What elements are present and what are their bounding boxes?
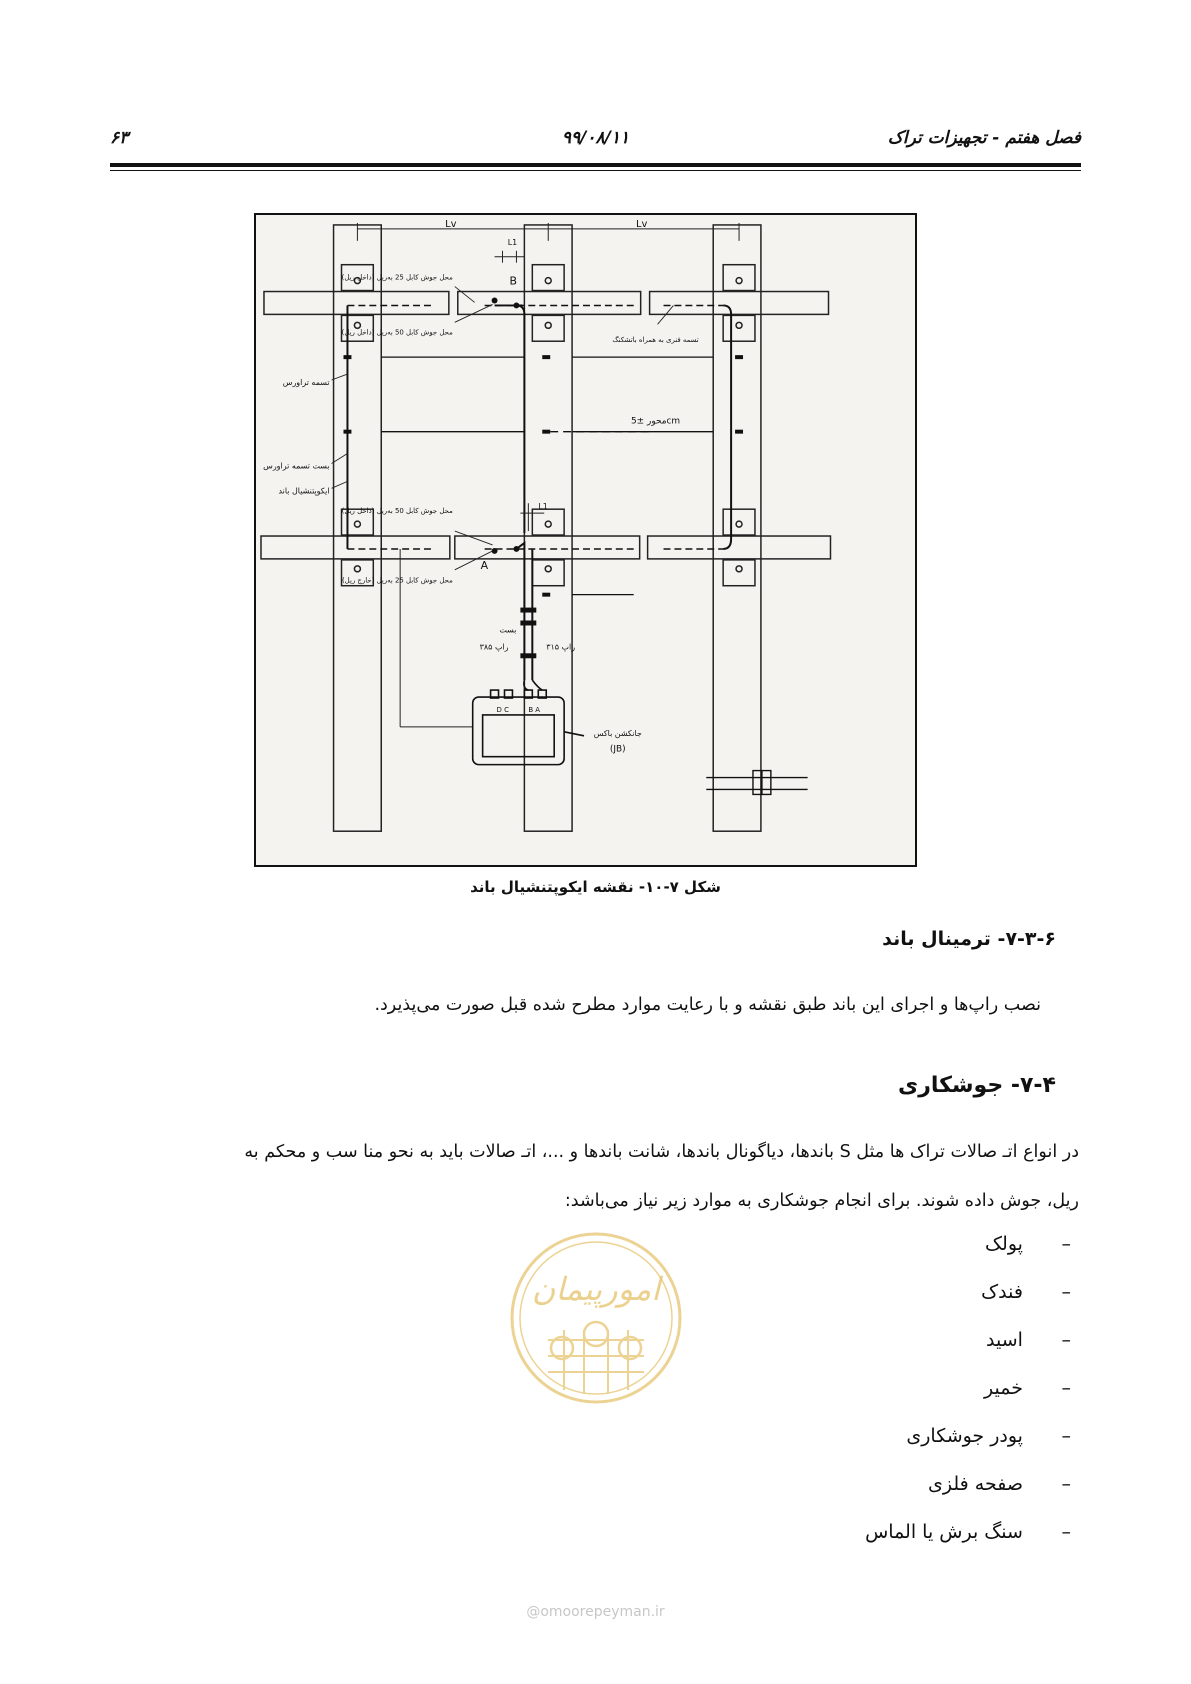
sleeper-bottom-1 <box>261 536 450 559</box>
sleeper-bottom-3 <box>648 536 831 559</box>
seal-text: امورپیمان <box>531 1270 661 1308</box>
spring-strap-label: تسمه فنری به همراه باتشکنگ <box>612 336 699 345</box>
header-date: ۹۹/۰۸/۱۱ <box>561 128 630 148</box>
clamp-label: بست <box>499 625 517 635</box>
list-item <box>865 1268 1071 1316</box>
jb-terminals-right: B A <box>528 705 541 714</box>
figure-caption: شکل ۷-۱۰- نقشه ایکوپتنشیال باند <box>470 878 721 896</box>
section-663-title: ۷-۳-۶- ترمینال باند <box>882 928 1056 950</box>
list-item <box>865 1220 1071 1268</box>
junction-box-code: (JB) <box>609 744 626 755</box>
list-item <box>865 1364 1071 1412</box>
rap-315-label: راپ ۳۱۵ <box>546 642 576 652</box>
list-item <box>865 1460 1071 1508</box>
sleeper-top-1 <box>264 292 449 315</box>
sleeper-top-2 <box>458 292 641 315</box>
l1-mid-label: L1 <box>538 502 548 512</box>
axis-5cm-label: محور ±5cm <box>630 416 681 427</box>
list-item <box>865 1412 1071 1460</box>
l1-top-label: L1 <box>507 237 518 247</box>
jb-terminals-left: D C <box>496 705 509 714</box>
junction-box <box>473 697 564 765</box>
equipotential-bond-diagram <box>254 213 917 867</box>
list-item-label: پولک <box>985 1233 1023 1255</box>
list-item-label: خمیر <box>984 1377 1023 1399</box>
page-header <box>110 128 1081 158</box>
list-dash: – <box>1061 1281 1071 1303</box>
lv-left-label: Lv <box>445 218 457 230</box>
section-74-title: ۷-۴- جوشکاری <box>898 1073 1056 1098</box>
weld-25-inner-top-label: محل جوش کابل 25 به‌ریل (داخل ریل) <box>341 273 453 282</box>
section-663-body: نصب راپ‌ها و اجرای این باند طبق نقشه و با رعایت موارد مطرح شده قبل صورت می‌پذیرد. <box>374 995 1041 1015</box>
list-dash: – <box>1061 1473 1071 1495</box>
lv-right-label: Lv <box>635 218 648 230</box>
header-rule-thin <box>110 170 1081 171</box>
point-b-label: B <box>509 274 517 288</box>
chapter-title: فصل هفتم - تجهیزات تراک <box>887 128 1081 148</box>
list-dash: – <box>1061 1377 1071 1399</box>
weld-50-inner-bottom-label: محل جوش کابل 50 به‌ریل (داخل ریل) <box>341 507 453 516</box>
rap-385-label: راپ ۳۸۵ <box>479 642 509 652</box>
list-item-label: فندک <box>981 1281 1023 1303</box>
list-item-label: صفحه فلزی <box>927 1473 1023 1495</box>
list-item-label: اسید <box>986 1329 1023 1351</box>
sleeper-clamp-label: بست تسمه تراورس <box>263 461 330 471</box>
list-dash: – <box>1061 1521 1071 1543</box>
header-rule-thick <box>110 163 1081 167</box>
point-a-label: A <box>480 558 489 572</box>
sleeper-top-3 <box>650 292 829 315</box>
weld-50-inner-top-label: محل جوش کابل 50 به‌ریل (داخل ریل) <box>341 328 453 337</box>
welding-requirements-list <box>865 1220 1071 1556</box>
list-dash: – <box>1061 1425 1071 1447</box>
list-dash: – <box>1061 1329 1071 1351</box>
page-number: ۶۳ <box>110 128 129 148</box>
section-74-body-line1: در انواع اتـ صالات تراک ها مثل S باندها، دیاگونال باندها، شانت باندها و ...، اتـ صالات باید به نحو منا سب و محکم به <box>244 1142 1079 1162</box>
list-item <box>865 1316 1071 1364</box>
list-item-label: سنگ برش یا الماس <box>865 1521 1023 1543</box>
list-dash: – <box>1061 1233 1071 1255</box>
weld-25-outer-bottom-label: محل جوش کابل 25 به‌ریل (خارج ریل) <box>341 576 453 585</box>
list-item <box>865 1508 1071 1556</box>
sleeper-strap-label: تسمه تراورس <box>282 377 330 387</box>
equipotential-bond-label: ایکوپتنشیال باند <box>278 486 330 496</box>
watermark-seal-logo <box>508 1230 684 1406</box>
diagram-svg <box>256 215 915 865</box>
list-item-label: پودر جوشکاری <box>906 1425 1023 1447</box>
junction-box-label: جانکشن باکس <box>593 728 642 738</box>
section-74-body-line2: ریل، جوش داده شوند. برای انجام جوشکاری به موارد زیر نیاز می‌باشد: <box>564 1191 1079 1211</box>
watermark-site: @omoorepeyman.ir <box>526 1604 665 1620</box>
